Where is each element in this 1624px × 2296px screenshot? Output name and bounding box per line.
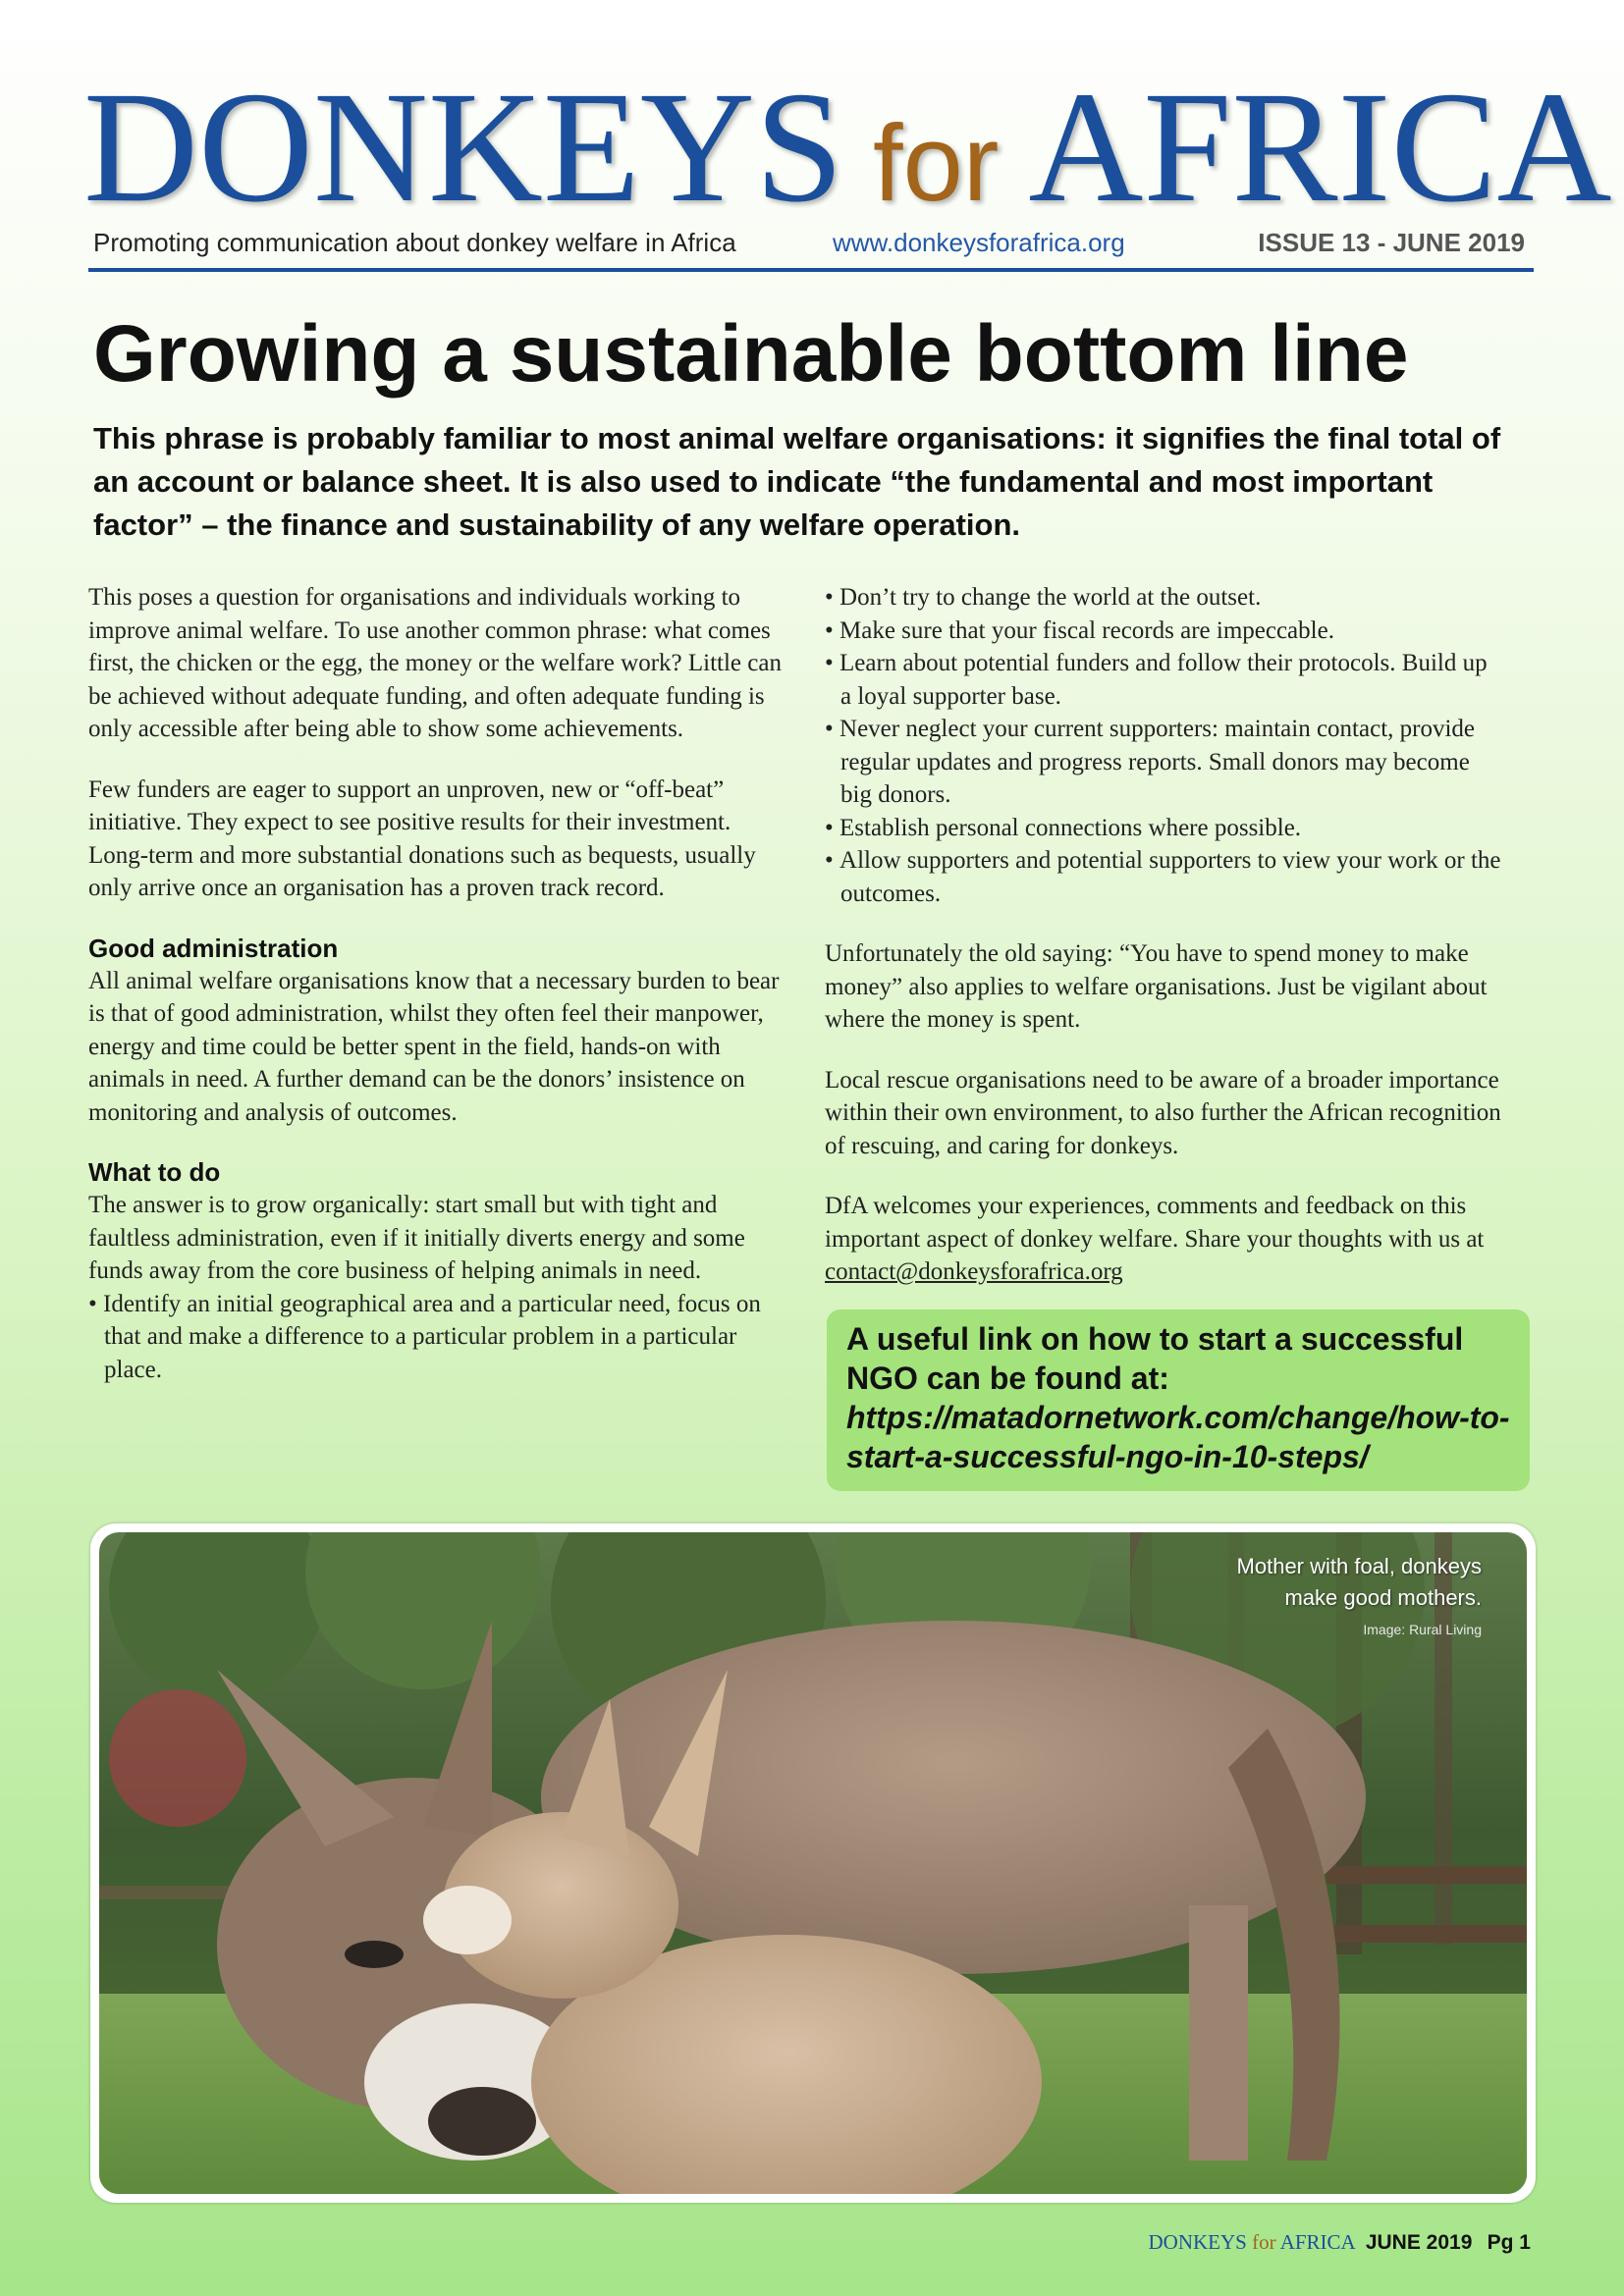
link-box-lead: A useful link on how to start a successful NGO can be found at: bbox=[846, 1321, 1464, 1396]
masthead-info-row bbox=[93, 228, 1537, 267]
footer-brand-for: for bbox=[1252, 2230, 1276, 2254]
paragraph: Few funders are eager to support an unproven, new or “off-beat” initiative. They expect to see positive results for their investment. Long-term and more substantial donations such as bequests, usually only arrive once an organisation has a proven track record. bbox=[88, 775, 756, 901]
footer-brand-africa: AFRICA bbox=[1279, 2230, 1355, 2254]
list-item: • Establish personal connections where possible. bbox=[825, 812, 1502, 845]
photo-frame bbox=[90, 1523, 1536, 2203]
footer-date: JUNE 2019 bbox=[1365, 2231, 1473, 2254]
paragraph: This poses a question for organisations and individuals working to improve animal welfare. To use another common phrase: what comes first, the chicken or the egg, the money or the welfare work? Little can be achieved without adequate funding, and often adequate funding is only accessible after being able to show some achievements. bbox=[88, 584, 782, 742]
paragraph-contact bbox=[825, 1190, 1502, 1289]
caption-line-1: Mother with foal, donkeys bbox=[1236, 1554, 1482, 1578]
paragraph: Local rescue organisations need to be aware of a broader importance within their own environment, to also further the African recognition of rescuing, and caring for donkeys. bbox=[825, 1066, 1501, 1159]
left-column bbox=[88, 581, 795, 1414]
paragraph: Unfortunately the old saying: “You have to spend money to make money” also applies to welfare organisations. Just be vigilant about where the money is spent. bbox=[825, 940, 1488, 1033]
masthead-divider bbox=[88, 268, 1534, 272]
contact-email-link[interactable]: contact@donkeysforafrica.org bbox=[825, 1258, 1123, 1285]
bullet-list bbox=[88, 1288, 795, 1387]
photo-credit: Image: Rural Living bbox=[1363, 1622, 1482, 1637]
donkey-mother-foal-photo bbox=[99, 1532, 1527, 2194]
website-link[interactable]: www.donkeysforafrica.org bbox=[833, 228, 1125, 257]
list-item: • Make sure that your fiscal records are impeccable. bbox=[825, 614, 1502, 648]
contact-text: DfA welcomes your experiences, comments and feedback on this important aspect of donkey welfare. Share your thoughts with us at bbox=[825, 1193, 1485, 1253]
page-footer bbox=[1149, 2230, 1531, 2255]
paragraph: The answer is to grow organically: start small but with tight and faultless administration, even if it initially diverts energy and some funds away from the core business of helping animals in need. bbox=[88, 1192, 745, 1284]
list-item: • Never neglect your current supporters: maintain contact, provide regular updates and progress reports. Small donors may become big donors. bbox=[825, 713, 1502, 812]
list-item: • Learn about potential funders and follow their protocols. Build up a loyal supporter base. bbox=[825, 647, 1502, 713]
logo-for: for bbox=[873, 103, 1000, 224]
logo-africa: AFRICA bbox=[1028, 60, 1612, 236]
issue-label: ISSUE 13 - JUNE 2019 bbox=[1258, 228, 1525, 257]
tagline: Promoting communication about donkey welfare in Africa bbox=[93, 228, 736, 257]
masthead bbox=[83, 60, 1612, 236]
logo-donkeys: DONKEYS bbox=[83, 60, 844, 236]
subheading-good-administration: Good administration bbox=[88, 933, 339, 963]
subheading-what-to-do: What to do bbox=[88, 1157, 221, 1187]
right-column bbox=[825, 581, 1502, 1316]
list-item: • Identify an initial geographical area and a particular need, focus on that and make a difference to a particular problem in a particular place. bbox=[88, 1288, 795, 1387]
footer-brand-donkeys: DONKEYS bbox=[1148, 2230, 1247, 2254]
page-number: Pg 1 bbox=[1487, 2231, 1531, 2254]
list-item: • Don’t try to change the world at the outset. bbox=[825, 581, 1502, 614]
caption-line-2: make good mothers. bbox=[1284, 1585, 1482, 1610]
paragraph: All animal welfare organisations know that a necessary burden to bear is that of good administration, whilst they often feel their manpower, energy and time could be better spent in the field, hands-on with animals in need. A further demand can be the donors’ insistence on monitoring and analysis of outcomes. bbox=[88, 967, 780, 1126]
masthead-logo bbox=[83, 60, 1612, 236]
useful-link-box bbox=[827, 1309, 1530, 1491]
photo-caption bbox=[1237, 1551, 1482, 1614]
list-item: • Allow supporters and potential supporters to view your work or the outcomes. bbox=[825, 844, 1502, 910]
bullet-list bbox=[825, 581, 1502, 910]
article-headline: Growing a sustainable bottom line bbox=[93, 309, 1409, 399]
article-standfirst: This phrase is probably familiar to most animal welfare organisations: it signifies the final total of an account or balance sheet. It is also used to indicate “the fundamental and most important factor” – the finance and sustainability of any welfare operation. bbox=[93, 421, 1501, 542]
ngo-guide-link[interactable]: https://matadornetwork.com/change/how-to-start-a-successful-ngo-in-10-steps/ bbox=[846, 1400, 1510, 1474]
